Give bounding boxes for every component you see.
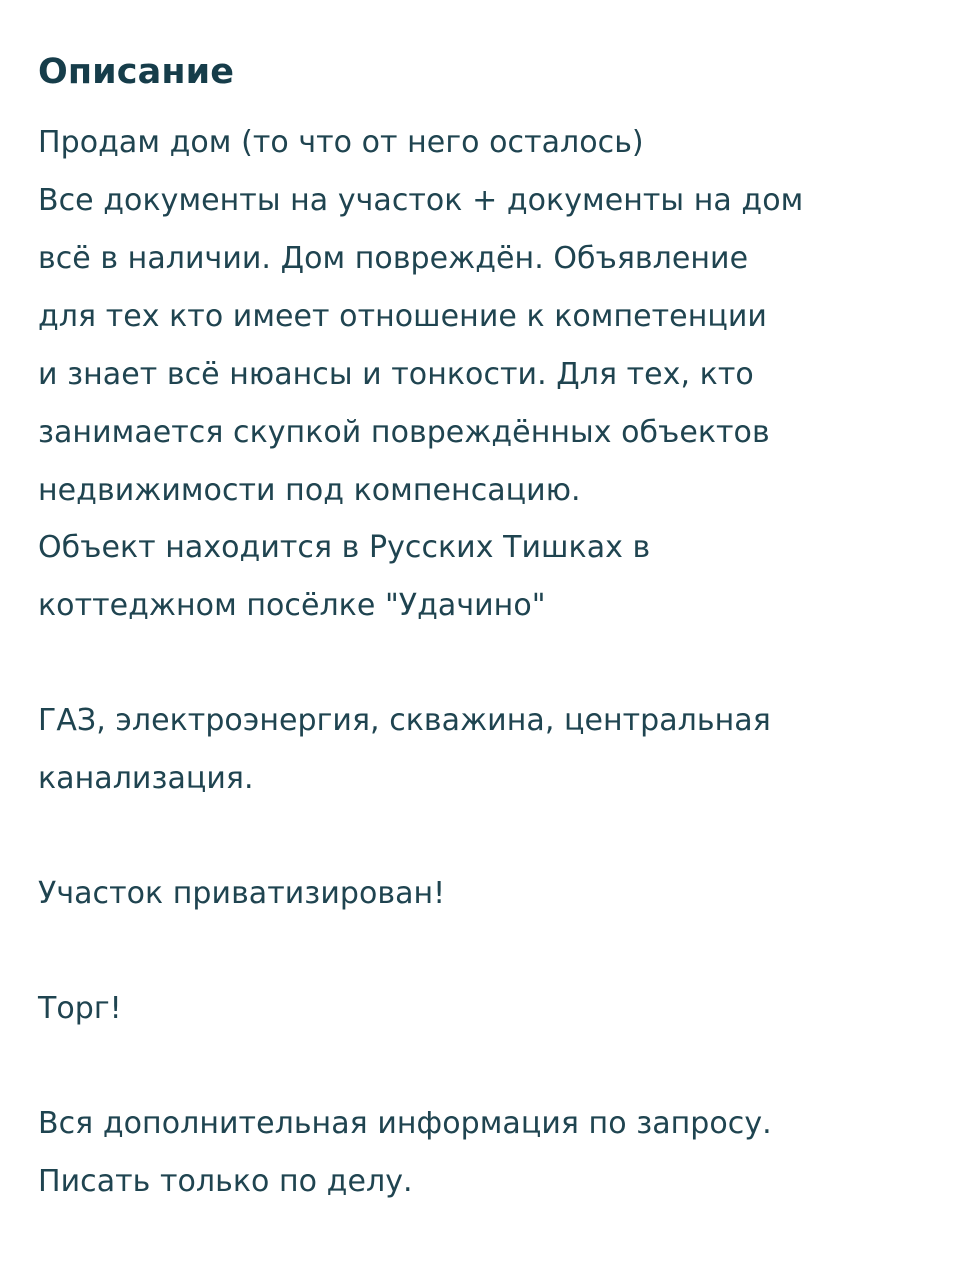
- text-line: и знает всё нюансы и тонкости. Для тех, кто: [38, 356, 754, 392]
- paragraph-1: [38, 114, 927, 635]
- text-line: всё в наличии. Дом повреждён. Объявление: [38, 241, 749, 277]
- description-text: [38, 114, 927, 1210]
- paragraph-spacer: [38, 808, 927, 865]
- paragraph-spacer: [38, 923, 927, 980]
- text-line: коттеджном посёлке "Удачино": [38, 588, 546, 624]
- text-line: Участок приватизирован!: [38, 876, 446, 912]
- text-line: Вся дополнительная информация по запросу.: [38, 1105, 772, 1141]
- text-line: Продам дом (то что от него осталось): [38, 125, 644, 161]
- text-line: Писать только по делу.: [38, 1163, 413, 1199]
- text-line: для тех кто имеет отношение к компетенции: [38, 298, 767, 334]
- text-line: Все документы на участок + документы на дом: [38, 183, 804, 219]
- paragraph-5: [38, 1095, 927, 1211]
- paragraph-4: [38, 980, 927, 1038]
- paragraph-2: [38, 692, 927, 808]
- paragraph-spacer: [38, 635, 927, 692]
- page-title: Описание: [38, 52, 235, 92]
- paragraph-3: [38, 865, 927, 923]
- text-line: канализация.: [38, 761, 254, 797]
- text-line: ГАЗ, электроэнергия, скважина, центральная: [38, 703, 771, 739]
- text-line: Торг!: [38, 990, 122, 1026]
- text-line: недвижимости под компенсацию.: [38, 472, 581, 508]
- paragraph-spacer: [38, 1038, 927, 1095]
- text-line: Объект находится в Русских Тишках в: [38, 530, 651, 566]
- text-line: занимается скупкой повреждённых объектов: [38, 414, 770, 450]
